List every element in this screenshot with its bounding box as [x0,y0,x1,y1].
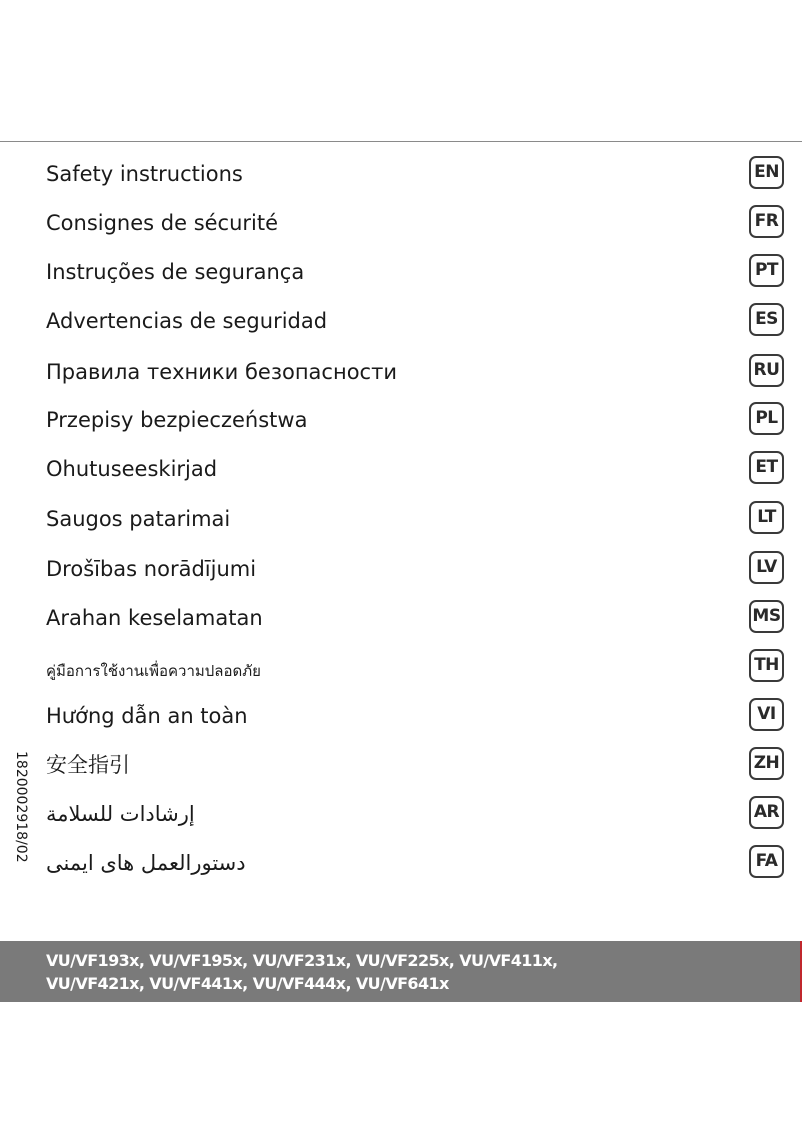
language-title: Safety instructions [46,162,243,186]
language-title: Saugos patarimai [46,507,231,531]
language-title: Przepisy bezpieczeństwa [46,408,308,432]
language-title: Advertencias de seguridad [46,309,328,333]
language-row-th [0,643,802,692]
language-row-ar [0,790,802,839]
language-row-lt [0,495,802,544]
language-title: Arahan keselamatan [46,606,263,630]
language-title: 安全指引 [46,753,130,777]
language-title: Instruções de segurança [46,260,305,284]
language-code-badge: TH [749,649,784,682]
model-list-band [0,941,802,1002]
language-code-badge: MS [749,600,784,633]
language-code-badge: LT [749,501,784,534]
model-list-line: VU/VF193x, VU/VF195x, VU/VF231x, VU/VF225x, VU/VF411x, [46,951,558,970]
language-row-et [0,445,802,494]
language-row-zh [0,741,802,790]
language-title: คู่มือการใช้งานเพื่อความปลอดภัย [46,662,261,680]
language-code-badge: FA [749,845,784,878]
language-code-badge: ZH [749,747,784,780]
language-code-badge: FR [749,205,784,238]
language-row-fa [0,839,802,888]
language-row-lv [0,545,802,594]
language-row-es [0,297,802,346]
language-row-ru [0,348,802,397]
language-title: إرشادات للسلامة [46,802,195,826]
model-list [46,949,746,995]
language-title: Hướng dẫn an toàn [46,704,248,728]
language-row-vi [0,692,802,741]
language-row-pl [0,396,802,445]
language-title: Правила техники безопасности [46,360,397,384]
language-code-badge: PT [749,254,784,287]
language-title: Ohutuseeskirjad [46,457,218,481]
language-code-badge: ES [749,303,784,336]
language-code-badge: VI [749,698,784,731]
language-title: Consignes de sécurité [46,211,279,235]
language-row-fr [0,199,802,248]
language-row-ms [0,594,802,643]
language-row-en [0,150,802,199]
language-code-badge: EN [749,156,784,189]
language-code-badge: PL [749,402,784,435]
language-code-badge: LV [749,551,784,584]
language-code-badge: RU [749,354,784,387]
language-code-badge: ET [749,451,784,484]
language-title: Drošības norādījumi [46,557,257,581]
language-row-pt [0,248,802,297]
top-divider [0,141,802,142]
language-title: دستورالعمل های ایمنی [46,851,246,875]
document-number: 1820002918/02 [13,751,29,863]
model-list-line: VU/VF421x, VU/VF441x, VU/VF444x, VU/VF641x [46,974,449,993]
language-code-badge: AR [749,796,784,829]
